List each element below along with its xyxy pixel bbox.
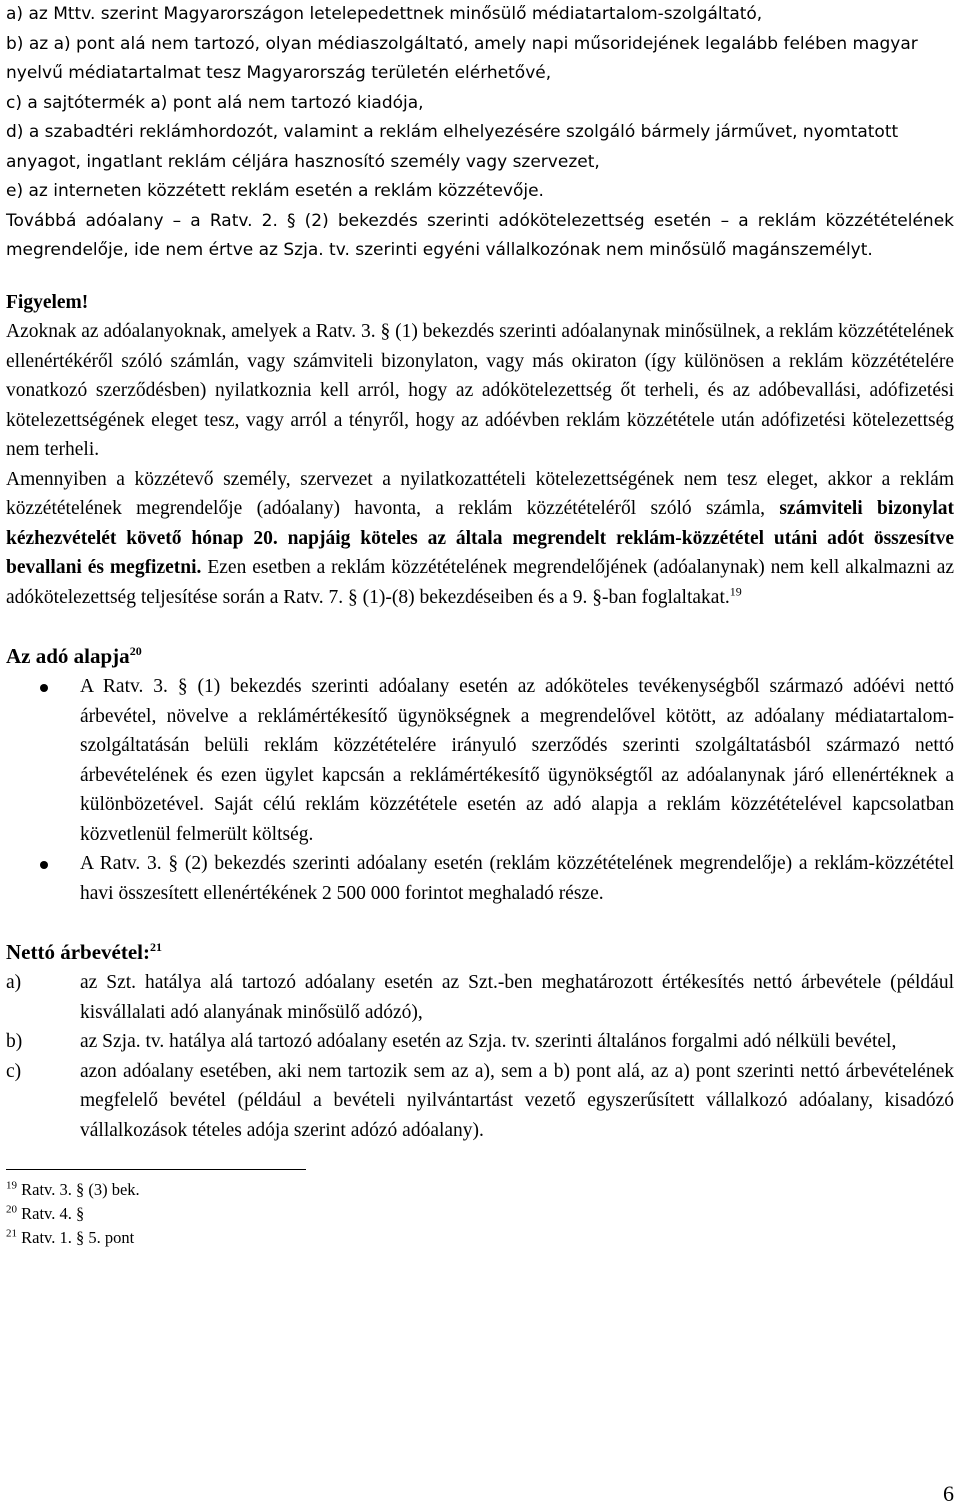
- footnote-ref-19: 19: [729, 584, 742, 598]
- bullet-icon: [40, 861, 48, 869]
- tax-base-bullet-2: A Ratv. 3. § (2) bekezdés szerinti adóalany esetén (reklám közzétételének megrendelője) a reklám-közzététel havi összesített ellenértékének 2 500 000 forintot meghaladó része.: [6, 849, 954, 908]
- net-revenue-item-a: a) az Szt. hatálya alá tartozó adóalany esetén az Szt.-ben meghatározott értékesítés nettó árbevétele (például kisvállalati adó alanyának minősülő adózó),: [6, 972, 954, 1023]
- list-item-e: e) az interneten közzétett reklám esetén a reklám közzétevője.: [6, 181, 544, 201]
- list-item-a: a) az Mttv. szerint Magyarországon letelepedettnek minősülő médiatartalom-szolgáltató,: [6, 4, 763, 24]
- footnote-20: $^{20}$ Ratv. 4. §: [6, 1203, 85, 1223]
- tax-base-bullets: [6, 672, 954, 908]
- net-revenue-list: [6, 968, 954, 1145]
- bullet-icon: [40, 684, 48, 692]
- attention-paragraph-1: Azoknak az adóalanyoknak, amelyek a Ratv. 3. § (1) bekezdés szerinti adóalanynak minősülnek, a reklám közzétételének ellenértékéről szóló számlán, vagy számviteli bizonylaton, vagy más okiraton (így különösen a reklám közzétételére vonatkozó szerződésben) nyilatkoznia kell arról, hogy az adókötelezettség őt terheli, és az adóbevallási, adófizetési kötelezettségének eleget tesz, vagy arról a tényről, hogy az adóévben reklám közzététele után adófizetési kötelezettség nem terheli.: [6, 321, 954, 460]
- tax-base-section: [6, 640, 954, 908]
- footnote-21: $^{21}$ Ratv. 1. § 5. pont: [6, 1227, 135, 1247]
- list-item-b: b) az a) pont alá nem tartozó, olyan médiaszolgáltató, amely napi műsoridejének legalább felében magyar nyelvű médiatartalmat tesz Magyarország területén elérhetővé,: [6, 33, 918, 83]
- list-item-c: c) a sajtótermék a) pont alá nem tartozó kiadója,: [6, 92, 424, 113]
- page-number: 6: [943, 1481, 954, 1506]
- net-revenue-heading: Nettó árbevétel:$^{21}$: [6, 940, 163, 964]
- net-revenue-section: [6, 936, 954, 1145]
- attention-section: [6, 288, 954, 613]
- footnotes: [6, 1178, 954, 1250]
- footnote-ref-20: 20: [129, 644, 142, 658]
- list-item-d: d) a szabadtéri reklámhordozót, valamint a reklám elhelyezésére szolgáló bármely járművet, nyomtatott anyagot, ingatlant reklám céljára hasznosító személy vagy szervezet,: [6, 122, 899, 172]
- tax-base-heading: Az adó alapja$^{20}$: [6, 644, 142, 668]
- top-list: [6, 0, 954, 266]
- deadline-bold-text: számviteli bizonylat kézhezvételét követő hónap 20. napjáig köteles az általa megrendelt reklám-közzététel utáni adót összesítve bevallani és megfizetni.: [6, 498, 954, 578]
- footnote-19: $^{19}$ Ratv. 3. § (3) bek.: [6, 1179, 140, 1199]
- tax-base-bullet-1: A Ratv. 3. § (1) bekezdés szerinti adóalany esetén az adóköteles tevékenységből származó adóévi nettó árbevétel, növelve a reklámértékesítő ügynökségnek a megrendelővel kötött, az adóalany médiatartalom-szolgáltatásán belüli reklám közzétételére irányuló szerződés szerinti szolgáltatásból származó nettó árbevételének és ezen ügylet kapcsán a reklámértékesítő ügynökségtől az adóalanynak járó ellenértéknek a különbözetével. Saját célú reklám közzététele esetén az adó alapja a reklám közzétételével kapcsolatban közvetlenül felmerült költség.: [6, 672, 954, 849]
- footnote-divider: [6, 1169, 306, 1170]
- additional-taxpayer-paragraph: Továbbá adóalany – a Ratv. 2. § (2) bekezdés szerinti adókötelezettség esetén – a reklám közzétételének megrendelője, ide nem értve az Szja. tv. szerinti egyéni vállalkozónak nem minősülő magánszemélyt.: [6, 210, 954, 260]
- footnote-ref-21: 21: [150, 940, 163, 954]
- net-revenue-item-b: b) az Szja. tv. hatálya alá tartozó adóalany esetén az Szja. tv. szerinti általános forgalmi adó nélküli bevétel,: [6, 1031, 897, 1052]
- net-revenue-item-c: c) azon adóalany esetében, aki nem tartozik sem az a), sem a b) pont alá, az a) pont szerinti nettó árbevételének megfelelő bevétel (például a bevételi nyilvántartást vezető egyszerűsített vállalkozó adóalany, kisadózó vállalkozások tételes adója szerint adózó adóalany).: [6, 1060, 954, 1141]
- attention-paragraph-2: Amennyiben a közzétevő személy, szervezet a nyilatkozattételi kötelezettségének nem tesz eleget, akkor a reklám közzétételének megrendelője (adóalany) havonta, a reklám közzétételéről szóló számla, számviteli bizonylat kézhezvételét követő hónap 20. napjáig köteles az általa megrendelt reklám-közzététel utáni adót összesítve bevallani és megfizetni. Ezen esetben a reklám közzétételének megrendelőjének (adóalanynak) nem kell alkalmazni az adókötelezettség teljesítése során a Ratv. 7. § (1)-(8) bekezdéseiben és a 9. §-ban foglaltakat.$^{19}$: [6, 468, 955, 608]
- attention-heading: Figyelem!: [6, 291, 89, 313]
